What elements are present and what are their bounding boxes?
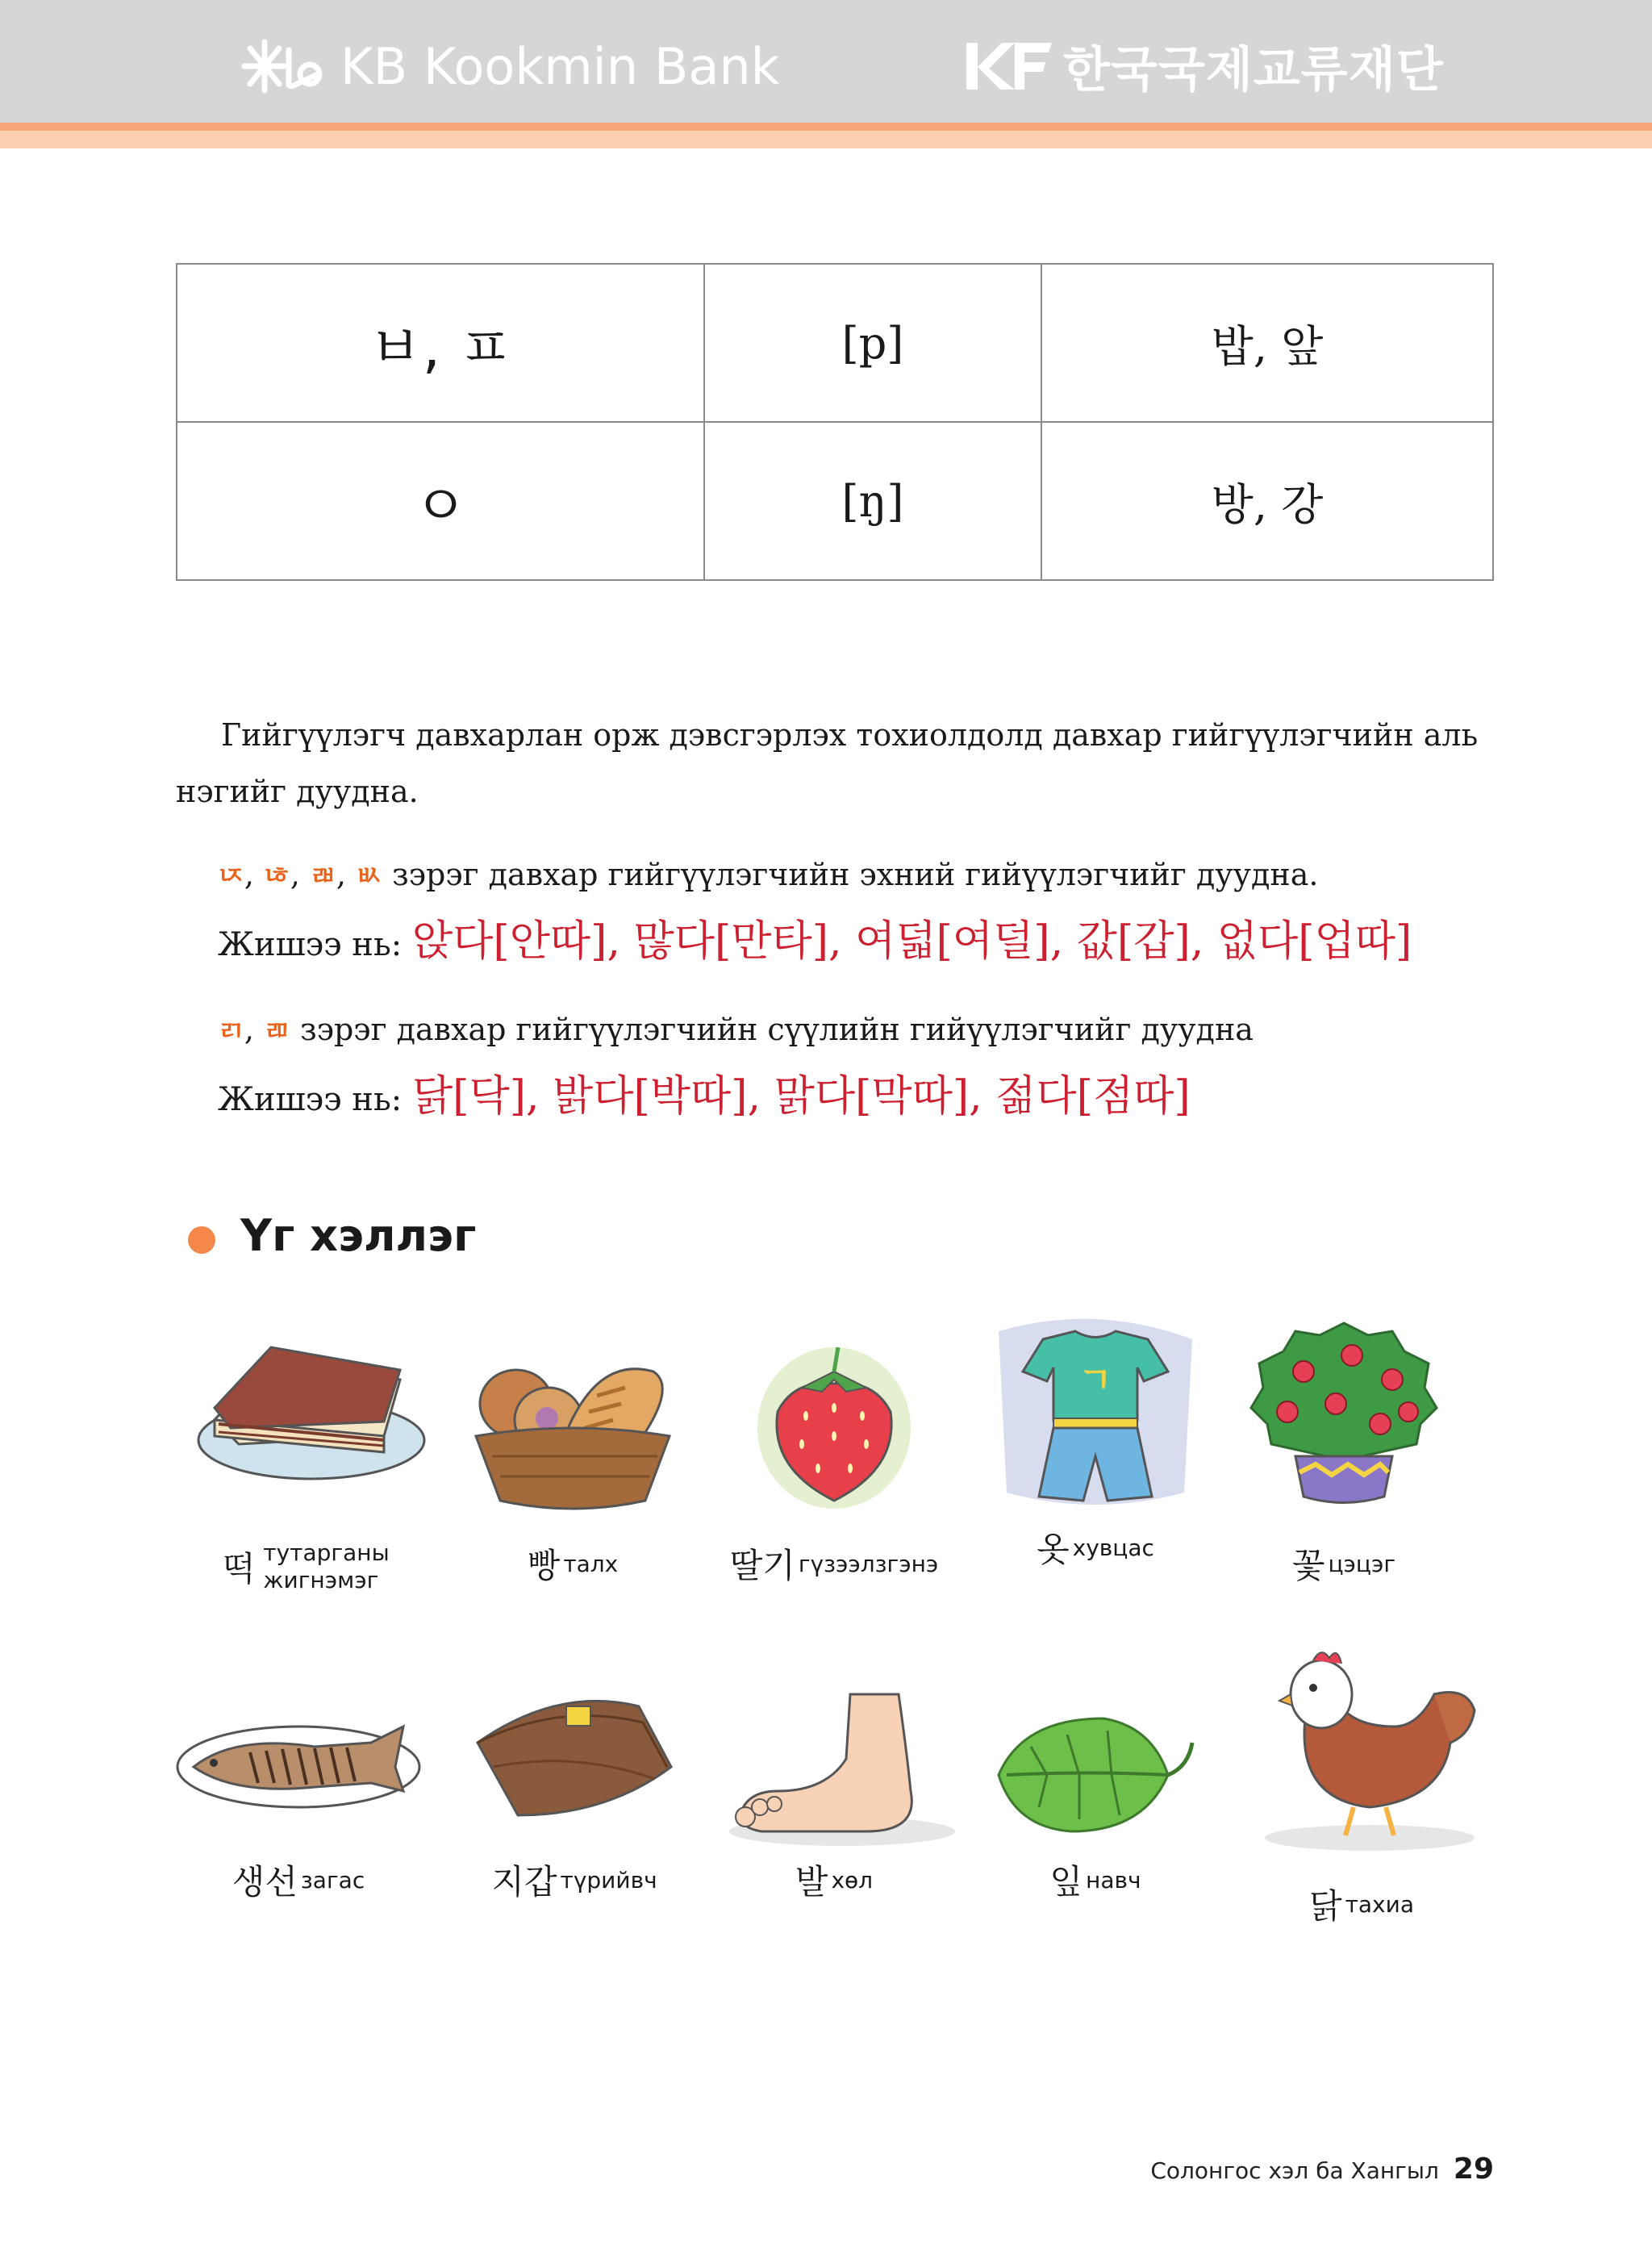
svg-text:ㄱ: ㄱ xyxy=(1078,1359,1113,1401)
footer-book-title: Солонгос хэл ба Хангыл xyxy=(1150,2157,1439,2184)
example-line-2: Жишээ нь: 닭[닥], 밝다[박따], 맑다[막따], 젊다[점따] xyxy=(218,1072,1191,1121)
vocab-korean: 닭 xyxy=(1309,1886,1342,1926)
section-bullet-icon xyxy=(188,1226,215,1254)
table-row xyxy=(177,422,1493,580)
table-cell-letters: ㅇ xyxy=(177,422,704,580)
kb-logo-text: KB Kookmin Bank xyxy=(340,36,780,96)
rule-text: зэрэг давхар гийгүүлэгчийн сүүлийн гийүүлэгчийг дуудна xyxy=(290,1012,1254,1047)
vocab-mongolian: талх xyxy=(563,1550,619,1577)
example-word: 닭[닥] xyxy=(411,1072,526,1121)
jamo-2: ㄶ xyxy=(264,860,290,892)
example-word: 없다[업따] xyxy=(1216,917,1412,966)
vocab-label xyxy=(966,1523,1224,1572)
vocab-mongolian: загас xyxy=(300,1866,365,1894)
example-word: 맑다[막따] xyxy=(774,1072,970,1121)
page-header xyxy=(0,0,1652,123)
vocab-item-ppang xyxy=(444,1323,702,1585)
vocab-mongolian: гүзээлзгэнэ xyxy=(798,1550,939,1577)
rule-line-2: ㄺ, ㄻ зэрэг давхар гийгүүлэгчийн сүүлийн гийүүлэгчийг дуудна xyxy=(218,1012,1254,1047)
vocab-item-ttalgi xyxy=(705,1323,963,1585)
vocab-item-dak xyxy=(1233,1638,1491,1926)
vocab-label xyxy=(1215,1539,1473,1588)
vocab-item-bal xyxy=(705,1678,963,1902)
bread-icon xyxy=(444,1323,702,1517)
table-cell-ipa: [ŋ] xyxy=(704,422,1041,580)
vocab-korean: 딸기 xyxy=(729,1546,795,1585)
wallet-icon xyxy=(445,1678,703,1839)
fish-icon xyxy=(169,1694,428,1831)
vocab-mongolian: навч xyxy=(1086,1866,1141,1894)
vocab-mongolian: цэцэг xyxy=(1328,1550,1396,1577)
vocab-label xyxy=(966,1856,1224,1904)
vocab-korean: 발 xyxy=(795,1862,828,1902)
vocab-item-saengseon xyxy=(169,1694,428,1902)
example-word: 젊다[점따] xyxy=(995,1072,1191,1121)
vocab-label xyxy=(445,1856,703,1904)
example-word: 밝다[박따] xyxy=(553,1072,748,1121)
vocab-label xyxy=(705,1539,963,1588)
vocab-korean: 지갑 xyxy=(491,1862,557,1902)
vocab-mongolian: хувцас xyxy=(1072,1534,1154,1561)
strawberry-icon xyxy=(705,1323,963,1517)
intro-paragraph: Гийгүүлэгч давхарлан орж дэвсгэрлэх тохиолдолд давхар гийгүүлэгчийн аль нэгийг дуудна. xyxy=(176,717,1479,809)
rice-cake-icon xyxy=(182,1323,440,1517)
foot-icon xyxy=(705,1678,963,1856)
vocab-korean: 떡 xyxy=(222,1549,256,1589)
vocab-mongolian: түрийвч xyxy=(560,1866,657,1894)
example-word: 값[갑] xyxy=(1076,917,1191,966)
vocab-korean: 생선 xyxy=(232,1862,298,1902)
vocab-mongolian: хөл xyxy=(831,1866,874,1894)
vocab-item-ot xyxy=(966,1307,1224,1569)
vocab-item-tteok xyxy=(182,1323,440,1593)
kb-kookmin-bank-logo xyxy=(240,34,780,98)
table-cell-ipa: [p] xyxy=(704,264,1041,422)
vocab-mongolian: тахиа xyxy=(1345,1890,1414,1918)
page-number: 29 xyxy=(1453,2153,1494,2186)
kf-logo-text: 한국국제교류재단 xyxy=(1063,42,1444,98)
vocab-label xyxy=(1233,1880,1491,1928)
jamo-1: ㄵ xyxy=(218,860,244,892)
table-cell-examples: 방, 강 xyxy=(1041,422,1493,580)
kf-mark-icon xyxy=(965,38,1055,94)
jamo-1: ㄺ xyxy=(218,1015,244,1047)
vocab-korean: 빵 xyxy=(527,1546,561,1585)
example-prefix: Жишээ нь: xyxy=(218,1081,412,1118)
clothes-icon xyxy=(966,1307,1224,1517)
table-cell-examples: 밥, 앞 xyxy=(1041,264,1493,422)
table-row xyxy=(177,264,1493,422)
jamo-3: ㄼ xyxy=(310,860,336,892)
vocab-label xyxy=(182,1539,440,1594)
vocab-item-kkot xyxy=(1215,1307,1473,1585)
jamo-4: ㅄ xyxy=(356,860,382,892)
chicken-icon xyxy=(1233,1638,1491,1856)
example-word: 여덟[여덜] xyxy=(855,917,1050,966)
kf-foundation-logo xyxy=(965,32,1444,100)
table-cell-letters: ㅂ, ㅍ xyxy=(177,264,704,422)
jamo-2: ㄻ xyxy=(264,1015,290,1047)
vocab-label xyxy=(705,1856,963,1904)
vocab-item-ip xyxy=(966,1694,1224,1902)
page-footer xyxy=(1150,2153,1494,2186)
header-stripe-light xyxy=(0,131,1652,148)
vocab-section-title: Үг хэллэг xyxy=(240,1210,477,1261)
rule-text: зэрэг давхар гийгүүлэгчийн эхний гийүүлэгчийг дуудна. xyxy=(382,857,1319,892)
leaf-icon xyxy=(966,1694,1224,1856)
vocab-korean: 잎 xyxy=(1049,1862,1083,1902)
example-word: 많다[만타] xyxy=(633,917,829,966)
example-line-1: Жишээ нь: 앉다[안따], 많다[만타], 여덟[여덜], 값[갑], 없다[업따] xyxy=(218,917,1412,966)
example-word: 앉다[안따] xyxy=(411,917,607,966)
example-prefix: Жишээ нь: xyxy=(218,926,412,963)
vocab-korean: 꽃 xyxy=(1291,1546,1325,1585)
flower-icon xyxy=(1215,1307,1473,1517)
vocab-label xyxy=(444,1539,702,1588)
header-stripe-dark xyxy=(0,123,1652,131)
vocab-label xyxy=(169,1856,428,1904)
kb-star-icon xyxy=(240,34,329,98)
rule-line-1: ㄵ, ㄶ, ㄼ, ㅄ зэрэг давхар гийгүүлэгчийн эхний гийүүлэгчийг дуудна. xyxy=(218,857,1319,892)
consonant-table xyxy=(176,263,1494,581)
vocab-korean: 옷 xyxy=(1037,1530,1070,1569)
vocab-item-jigap xyxy=(445,1678,703,1902)
vocab-mongolian: тутарганы жигнэмэг xyxy=(263,1539,390,1593)
